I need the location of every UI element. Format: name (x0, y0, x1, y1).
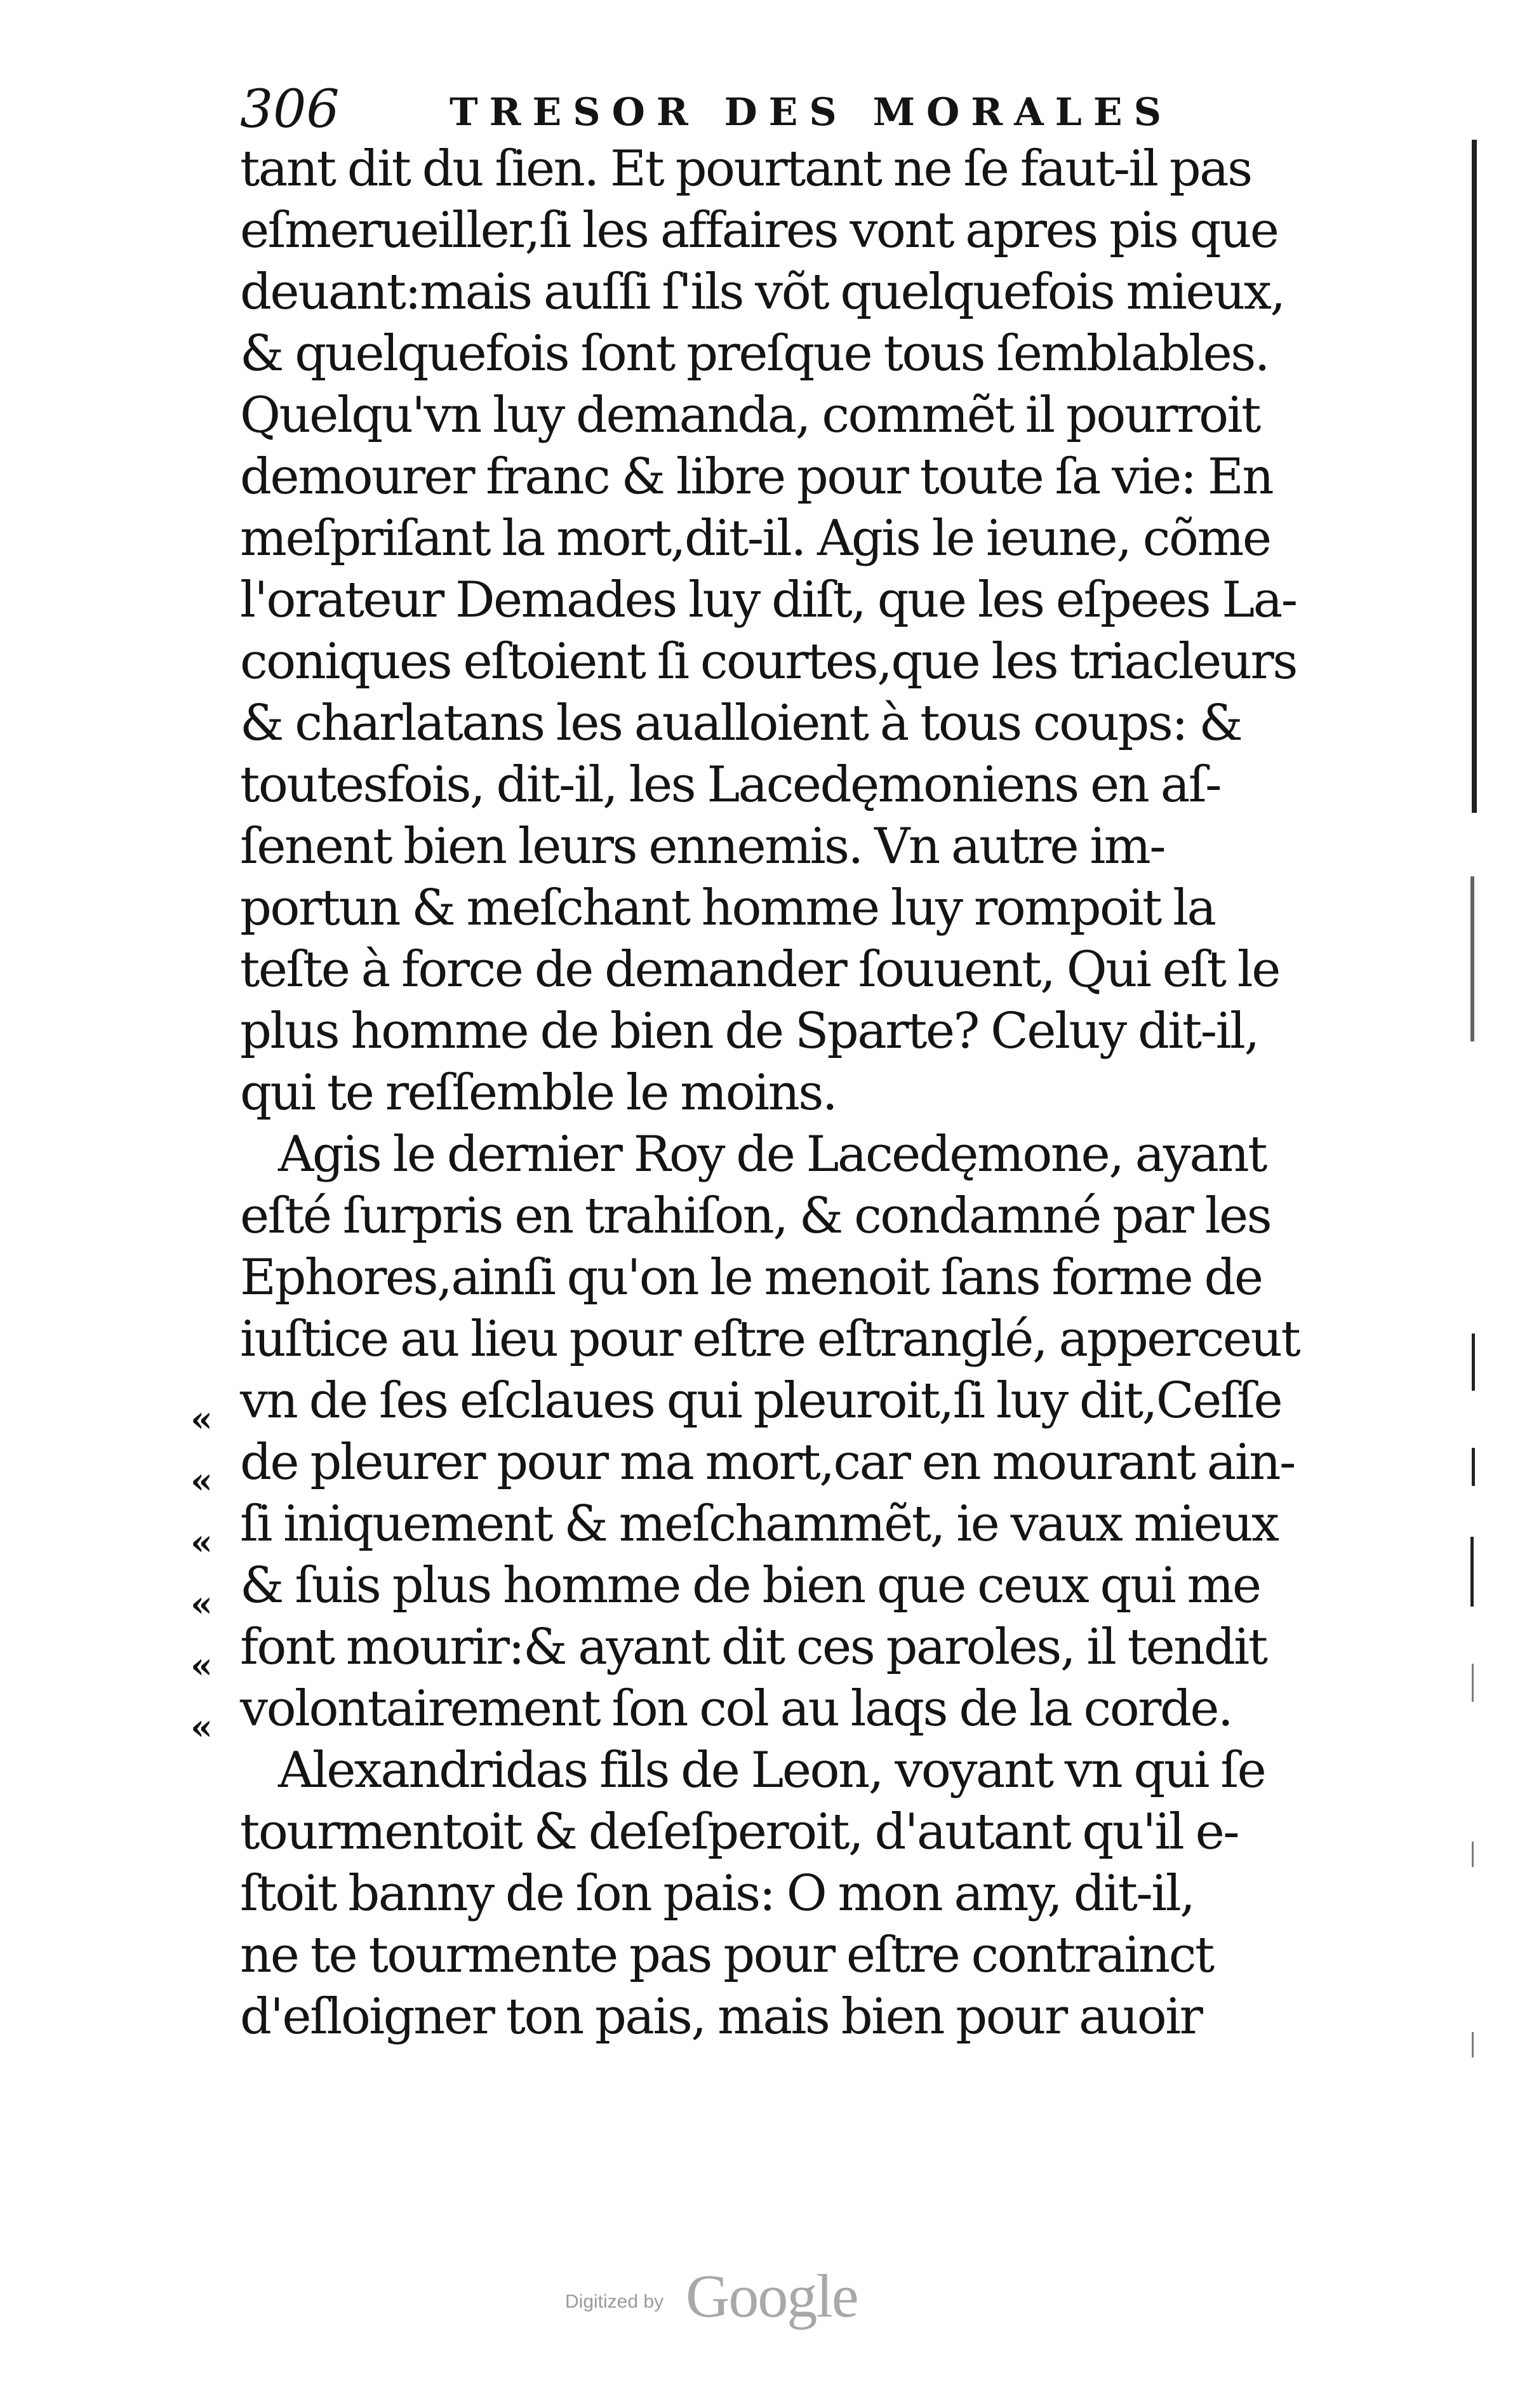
digitization-watermark (565, 2261, 959, 2337)
text-line: & charlatans les aualloient à tous coups: & (240, 695, 1242, 752)
binding-mark (1470, 876, 1474, 1041)
digitized-by-text: Digitized by (565, 2291, 664, 2312)
text-line: toutesfois, dit-il, les Lacedęmoniens en aſ- (240, 756, 1220, 813)
binding-mark (1472, 2032, 1474, 2057)
page-header (240, 81, 1237, 138)
text-line: de pleurer pour ma mort,car en mourant ain- (240, 1434, 1295, 1491)
binding-mark (1472, 140, 1477, 813)
text-line: iuſtice au lieu pour eſtre eſtranglé, apperceut (240, 1311, 1300, 1368)
binding-mark (1470, 1537, 1474, 1607)
text-line: l'orateur Demades luy diſt, que les eſpees La- (240, 572, 1297, 629)
binding-mark (1472, 1842, 1474, 1867)
binding-mark (1472, 1664, 1474, 1702)
body-text (240, 138, 1300, 2048)
text-line: qui te reſſemble le moins. (240, 1064, 837, 1121)
margin-quote-mark: « (190, 1706, 213, 1748)
text-line: & quelquefois ſont preſque tous ſemblables. (240, 325, 1269, 382)
text-line: demourer franc & libre pour toute ſa vie: En (240, 448, 1273, 505)
text-line: plus homme de bien de Sparte? Celuy dit-il, (240, 1003, 1258, 1060)
text-line: volontairement ſon col au laqs de la corde. (240, 1680, 1232, 1737)
text-line: ne te tourmente pas pour eſtre contrainct (240, 1927, 1213, 1984)
text-line: vn de ſes eſclaues qui pleuroit,ſi luy dit,Ceſſe (240, 1372, 1282, 1429)
running-head: TRESOR DES MORALES (450, 90, 1173, 135)
text-line: eſmerueiller,ſi les affaires vont apres pis que (240, 202, 1278, 259)
page-edge-binding-marks (1472, 127, 1478, 2159)
text-line: & ſuis plus homme de bien que ceux qui me (240, 1557, 1260, 1614)
text-line: ſi iniquement & meſchammẽt, ie vaux mieux (240, 1495, 1278, 1553)
google-logo-text: Google (686, 2262, 858, 2330)
text-line: tourmentoit & deſeſperoit, d'autant qu'il e- (240, 1803, 1239, 1861)
margin-quote-mark: « (190, 1583, 213, 1625)
paragraph-start-line: Alexandridas fils de Leon, voyant vn qui ſe (278, 1742, 1265, 1799)
binding-mark (1472, 1448, 1475, 1486)
text-line: deuant:mais auſſi ſ'ils võt quelquefois mieux, (240, 264, 1284, 321)
text-line: Ephores,ainſi qu'on le menoit ſans forme de (240, 1249, 1262, 1306)
text-line: meſpriſant la mort,dit-il. Agis le ieune, cõme (240, 510, 1270, 567)
text-line: d'eſloigner ton pais, mais bien pour auoir (240, 1988, 1202, 2045)
text-line: ſenent bien leurs ennemis. Vn autre im- (240, 818, 1165, 875)
margin-quote-marks (190, 1389, 222, 1758)
margin-quote-mark: « (190, 1398, 213, 1440)
text-line: font mourir:& ayant dit ces paroles, il tendit (240, 1619, 1267, 1676)
margin-quote-mark: « (190, 1522, 213, 1563)
text-line: Quelqu'vn luy demanda, commẽt il pourroit (240, 387, 1260, 444)
margin-quote-mark: « (190, 1645, 213, 1687)
margin-quote-mark: « (190, 1460, 213, 1502)
text-line: ſtoit banny de ſon pais: O mon amy, dit-il, (240, 1865, 1194, 1922)
page-number: 306 (240, 79, 340, 140)
text-line: coniques eſtoient ſi courtes,que les triacleurs (240, 633, 1297, 690)
text-line: tant dit du ſien. Et pourtant ne ſe faut-il pas (240, 140, 1251, 197)
binding-mark (1472, 1334, 1475, 1391)
text-line: eſté ſurpris en trahiſon, & condamné par les (240, 1187, 1271, 1245)
text-line: teſte à force de demander ſouuent, Qui eſt le (240, 941, 1279, 998)
paragraph-start-line: Agis le dernier Roy de Lacedęmone, ayant (278, 1126, 1266, 1183)
text-line: portun & meſchant homme luy rompoit la (240, 880, 1215, 937)
